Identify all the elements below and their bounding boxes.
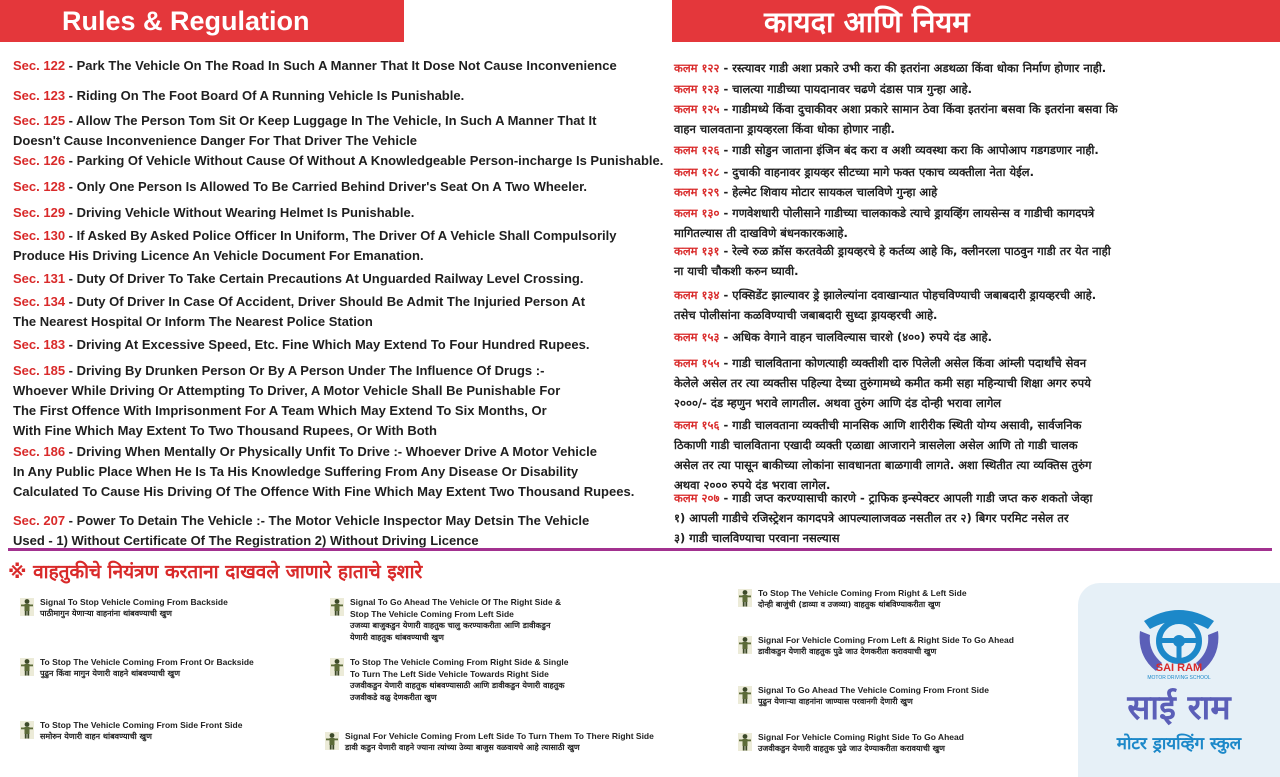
english-title: Rules & Regulation <box>62 5 310 36</box>
hand-signal <box>330 596 561 644</box>
signal-label-english: To Stop The Vehicle Coming From Right Side & Single <box>350 657 569 667</box>
rule-text: - हेल्मेट शिवाय मोटार सायकल चालविणे गुन्हा आहे <box>719 185 938 199</box>
signal-label-english: Signal For Vehicle Coming Right Side To Go Ahead <box>758 732 964 742</box>
section-code: Sec. 131 <box>13 271 66 286</box>
section-code: Sec. 185 <box>13 363 66 378</box>
traffic-police-icon <box>330 658 344 676</box>
marathi-rule <box>674 140 1099 160</box>
rule-text: अथवा २००० रुपये दंड भरावा लागेल. <box>674 478 831 492</box>
rule-text: Doesn't Cause Inconvenience Danger For That Driver The Vehicle <box>13 133 418 148</box>
traffic-police-icon <box>20 598 34 616</box>
traffic-police-icon <box>738 733 752 751</box>
logo-badge-subtext: MOTOR DRIVING SCHOOL <box>1147 675 1211 681</box>
english-rule <box>13 269 583 289</box>
rule-text: Used - 1) Without Certificate Of The Registration 2) Without Driving Licence <box>13 533 479 548</box>
signal-label-marathi: येणारी वाहतुक थांबवण्याची खुण <box>350 633 444 642</box>
signal-label-english: Signal For Vehicle Coming From Left Side To Turn Them To There Right Side <box>345 731 654 741</box>
rule-line <box>674 203 1094 223</box>
rule-line <box>674 373 1091 393</box>
rule-text: मागितल्यास ती दाखविणे बंधनकारकआहे. <box>674 226 848 240</box>
rule-text: - Driving At Excessive Speed, Etc. Fine Which May Extend To Four Hundred Rupees. <box>65 337 590 352</box>
rule-line <box>674 455 1091 475</box>
rule-text: - गाडी सोडुन जाताना इंजिन बंद करा व अशी व्यवस्था करा कि आपोआप गडगडणार नाही. <box>719 143 1099 157</box>
section-code: कलम १३४ <box>674 288 720 302</box>
rule-text: - Parking Of Vehicle Without Cause Of Without A Knowledgeable Person-incharge Is Punishable. <box>65 153 664 168</box>
rule-line <box>13 292 585 312</box>
traffic-police-icon <box>325 732 339 750</box>
signal-label-marathi: उजवीकडुन येणारी वाहतुक पुढे जाउ देण्याकरीता करावयाची खुण <box>758 744 945 753</box>
english-rule <box>13 86 464 106</box>
english-title-banner <box>0 0 404 42</box>
rule-text: - Driving Vehicle Without Wearing Helmet Is Punishable. <box>65 205 415 220</box>
marathi-rule <box>674 415 1091 495</box>
section-code: कलम १२२ <box>674 61 720 75</box>
hand-signal <box>325 730 654 754</box>
signal-text <box>40 596 228 620</box>
section-code: कलम १२८ <box>674 165 720 179</box>
english-rule <box>13 151 663 171</box>
rule-line <box>13 335 589 355</box>
section-divider <box>8 548 1272 551</box>
rule-text: - Allow The Person Tom Sit Or Keep Luggage In The Vehicle, In Such A Manner That It <box>65 113 597 128</box>
rule-line <box>13 312 585 332</box>
hand-signal <box>738 731 964 755</box>
signal-text <box>350 596 561 644</box>
signal-label-english: Signal For Vehicle Coming From Left & Right Side To Go Ahead <box>758 635 1014 645</box>
rule-text: - चालत्या गाडीच्या पायदानावर चढणे दंडास पात्र गुन्हा आहे. <box>719 82 973 96</box>
english-rule <box>13 361 560 441</box>
rule-line <box>13 203 414 223</box>
marathi-rule <box>674 488 1092 548</box>
school-logo <box>1078 583 1280 777</box>
rule-line <box>13 111 596 131</box>
rule-line <box>13 269 583 289</box>
signal-text <box>350 656 569 704</box>
section-code: Sec. 125 <box>13 113 66 128</box>
section-code: Sec. 186 <box>13 444 66 459</box>
rule-line <box>674 223 1094 243</box>
section-code: कलम १३० <box>674 206 720 220</box>
section-code: Sec. 183 <box>13 337 66 352</box>
rule-text: Calculated To Cause His Driving Of The Offence With Fine Which May Extent Two Thousand Rupees. <box>13 484 635 499</box>
rule-line <box>674 508 1092 528</box>
marathi-rule <box>674 79 972 99</box>
section-code: कलम १२५ <box>674 102 720 116</box>
rule-line <box>674 119 1118 139</box>
traffic-police-icon <box>738 686 752 704</box>
rule-line <box>674 79 972 99</box>
rule-line <box>13 421 560 441</box>
signal-label-marathi: पुढुन किंवा मागुन येणारी वाहने थांबवण्याची खुण <box>40 669 180 678</box>
traffic-police-icon <box>738 589 752 607</box>
marathi-rule <box>674 327 992 347</box>
signal-label-english: To Turn The Left Side Vehicle Towards Right Side <box>350 669 549 679</box>
rule-text: केलेले असेल तर त्या व्यक्तीस पहिल्या देेच्या तुरुंगामध्ये कमीत कमी सहा महिन्याची शिक्षा अगर रुपये <box>674 376 1091 390</box>
signal-label-english: To Stop The Vehicle Coming From Side Front Side <box>40 720 243 730</box>
section-code: Sec. 123 <box>13 88 66 103</box>
marathi-rule <box>674 285 1096 325</box>
marathi-title-banner <box>672 0 1280 42</box>
rule-line <box>674 393 1091 413</box>
rule-line <box>674 182 937 202</box>
rule-line <box>674 415 1091 435</box>
rule-text: - If Asked By Asked Police Officer In Uniform, The Driver Of A Vehicle Shall Compulsorily <box>65 228 617 243</box>
rule-text: - एक्सिडेंट झाल्यावर ड्रे झालेल्यांना दवाखान्यात पोहचविण्याची जबाबदारी ड्रायव्हरची आहे. <box>719 288 1097 302</box>
rule-text: - अधिक वेगाने वाहन चालविल्यास चारशे (४००) रुपये दंड आहे. <box>719 330 992 344</box>
rule-text: - Driving When Mentally Or Physically Unfit To Drive :- Whoever Drive A Motor Vehicle <box>65 444 597 459</box>
rule-line <box>13 56 617 76</box>
traffic-police-icon <box>20 658 34 676</box>
traffic-police-icon <box>20 721 34 739</box>
rule-text: ३) गाडी चालविण्याचा परवाना नसल्यास <box>674 531 840 545</box>
rule-text: - Duty Of Driver To Take Certain Precautions At Unguarded Railway Level Crossing. <box>65 271 584 286</box>
rule-line <box>13 401 560 421</box>
rule-line <box>674 162 1034 182</box>
rule-text: ठिकाणी गाडी चालविताना एखादी व्यक्ती एळाद्या आजाराने त्रासलेला असेल आणि तो गाडी चालक <box>674 438 1078 452</box>
signal-label-marathi: डावी कडुन येणारी वाहने ज्याना त्यांच्या उेव्या बाजुस वळवायचे आहे त्यासाठी खुण <box>345 743 580 752</box>
rule-text: - गणवेशधारी पोलीसाने गाडीच्या चालकाकडे त्याचे ड्रायव्हिंग लायसेन्स व गाडीची कागदपत्रे <box>719 206 1095 220</box>
rule-line <box>674 58 1106 78</box>
rule-text: ना याची चौकशी करुन घ्यावी. <box>674 264 799 278</box>
section-code: कलम १२९ <box>674 185 720 199</box>
rule-line <box>13 177 587 197</box>
traffic-police-icon <box>738 636 752 654</box>
hand-signal <box>738 634 1014 658</box>
marathi-rule <box>674 99 1118 139</box>
section-code: Sec. 126 <box>13 153 66 168</box>
rule-line <box>13 462 634 482</box>
signal-label-english: Signal To Go Ahead The Vehicle Of The Right Side & <box>350 597 562 607</box>
signal-label-marathi: दोन्ही बाजुंची (डाव्या व उजव्या) वाहतुक थांबविण्याकरीता खुण <box>758 600 941 609</box>
hand-signal <box>20 719 242 743</box>
section-code: Sec. 130 <box>13 228 66 243</box>
rule-text: - दुचाकी वाहनावर ड्रायव्हर सीटच्या मागे फक्त एकाच व्यक्तीला नेता येईल. <box>719 165 1034 179</box>
section-code: Sec. 128 <box>13 179 66 194</box>
rule-text: The Nearest Hospital Or Inform The Nearest Police Station <box>13 314 373 329</box>
rule-line <box>674 435 1091 455</box>
traffic-police-icon <box>330 598 344 616</box>
english-rule <box>13 292 585 332</box>
rule-line <box>13 482 634 502</box>
rule-line <box>674 261 1111 281</box>
section-code: Sec. 122 <box>13 58 66 73</box>
marathi-rule <box>674 241 1111 281</box>
rule-text: - गाडी चालवताना व्यक्तीची मानसिक आणि शारीरीक स्थिती योग्य असावी, सार्वजनिक <box>719 418 1082 432</box>
rule-line <box>674 99 1118 119</box>
signal-label-english: Signal To Stop Vehicle Coming From Backside <box>40 597 228 607</box>
signal-label-english: To Stop The Vehicle Coming From Front Or Backside <box>40 657 254 667</box>
marathi-rule <box>674 162 1034 182</box>
english-rule <box>13 226 616 266</box>
signal-label-marathi: डावीकडुन येणारी वाहतुक पुढे जाउ देणकरीता करावयाची खुण <box>758 647 937 656</box>
signal-text <box>758 731 964 755</box>
rule-text: - रेल्वे रुळ क्रॉस करतवेळी ड्रायव्हरचे हे कर्तव्य आहे कि, क्लीनरला पाठवुन गाडी तर येत नाही <box>719 244 1111 258</box>
rule-text: - गाडीमध्ये किंवा दुचाकीवर अशा प्रकारे सामान ठेवा किंवा इतरांना बसवा कि इतरांना बसवा कि <box>719 102 1118 116</box>
signal-text <box>758 684 989 708</box>
rule-text: - Park The Vehicle On The Road In Such A Manner That It Dose Not Cause Inconvenience <box>65 58 617 73</box>
section-code: Sec. 134 <box>13 294 66 309</box>
rule-line <box>674 140 1099 160</box>
rule-text: - Only One Person Is Allowed To Be Carried Behind Driver's Seat On A Two Wheeler. <box>65 179 588 194</box>
rule-text: असेल तर त्या पासून बाकीच्या लोकांना सावधानता बाळगावी लागते. अशा स्थितीत त्या व्यक्तिस तुरुंग <box>674 458 1092 472</box>
rule-line <box>674 327 992 347</box>
school-name-marathi: साई राम <box>1127 688 1231 728</box>
rule-text: वाहन चालवताना ड्रायव्हरला किंवा धोका होणार नाही. <box>674 122 895 136</box>
rule-text: तसेच पोलीसांना कळविण्याची जबाबदारी सुध्दा ड्रायव्हरची आहे. <box>674 308 938 322</box>
hand-signal <box>20 656 254 680</box>
signal-label-marathi: उजवीकडुन येणारी वाहतुक थांबवण्यासाठी आणि डावीकडुन येणारी वाहतुक <box>350 681 565 690</box>
english-rule <box>13 203 414 223</box>
rule-text: १) आपली गाडीचे रजिस्ट्रेशन कागदपत्रे आपल्यालाजवळ नसतील तर २) बिगर परमिट नसेल तर <box>674 511 1069 525</box>
signal-label-english: Stop The Vehicle Coming From Left Side <box>350 609 514 619</box>
rule-line <box>13 226 616 246</box>
rule-line <box>13 86 464 106</box>
rule-text: २०००/- दंड म्हणुन भरावे लागतील. अथवा तुरुंग आणि दंड दोन्ही भरावा लागेल <box>674 396 1002 410</box>
rule-text: With Fine Which May Extent To Two Thousand Rupees, Or With Both <box>13 423 437 438</box>
english-rule <box>13 177 587 197</box>
rule-line <box>674 241 1111 261</box>
section-code: कलम १५५ <box>674 356 720 370</box>
signal-text <box>40 719 242 743</box>
rule-text: In Any Public Place When He Is Ta His Knowledge Suffering From Any Disease Or Disability <box>13 464 579 479</box>
english-rule <box>13 111 596 151</box>
rule-line <box>674 488 1092 508</box>
section-code: कलम १५६ <box>674 418 720 432</box>
rule-text: - रस्त्यावर गाडी अशा प्रकारे उभी करा की इतरांना अडथळा किंवा धोका निर्माण होणार नाही. <box>719 61 1107 75</box>
hand-signal <box>738 587 967 611</box>
rule-text: - Power To Detain The Vehicle :- The Motor Vehicle Inspector May Detsin The Vehicle <box>65 513 590 528</box>
signal-text <box>758 634 1014 658</box>
signal-text <box>345 730 654 754</box>
rule-line <box>13 381 560 401</box>
english-rule <box>13 442 634 502</box>
signal-label-marathi: पाठीमागुन येणाऱ्या वाहनांना थांबवण्याची खुण <box>40 609 172 618</box>
rule-line <box>13 151 663 171</box>
signal-label-marathi: समोरुन येणारी वाहन थांबवण्याची खुण <box>40 732 152 741</box>
rule-line <box>13 246 616 266</box>
marathi-rule <box>674 353 1091 413</box>
section-code: कलम २०७ <box>674 491 720 505</box>
signal-text <box>40 656 254 680</box>
signal-label-english: To Stop The Vehicle Coming From Right & Left Side <box>758 588 967 598</box>
signal-label-marathi: उजवीकडे वळु देणकरीता खुण <box>350 693 437 702</box>
english-rule <box>13 511 589 551</box>
rule-text: - Riding On The Foot Board Of A Running Vehicle Is Punishable. <box>65 88 465 103</box>
rule-line <box>674 305 1096 325</box>
section-code: कलम १२३ <box>674 82 720 96</box>
hand-signal <box>20 596 228 620</box>
section-code: Sec. 207 <box>13 513 66 528</box>
rule-text: - गाडी जप्त करण्यासाची कारणे - ट्राफिक इन्स्पेक्टर आपली गाडी जप्त करु शकतो जेव्हा <box>719 491 1093 505</box>
rule-line <box>13 361 560 381</box>
english-rule <box>13 56 617 76</box>
rule-line <box>13 511 589 531</box>
marathi-rule <box>674 203 1094 243</box>
signal-text <box>758 587 967 611</box>
marathi-rule <box>674 182 937 202</box>
hand-signal <box>330 656 569 704</box>
school-tagline-marathi: मोटर ड्रायव्हिंग स्कुल <box>1116 734 1242 754</box>
marathi-rule <box>674 58 1106 78</box>
signal-label-marathi: पुढुन येणाऱ्या वाहनांना जाण्यास परवानगी देणारी खुण <box>758 697 913 706</box>
rule-text: Produce His Driving Licence An Vehicle Document For Emanation. <box>13 248 424 263</box>
section-code: Sec. 129 <box>13 205 66 220</box>
hand-signal <box>738 684 989 708</box>
rule-text: - Duty Of Driver In Case Of Accident, Driver Should Be Admit The Injuried Person At <box>65 294 586 309</box>
rule-text: - Driving By Drunken Person Or By A Person Under The Influence Of Drugs :- <box>65 363 545 378</box>
rule-line <box>674 528 1092 548</box>
rule-text: Whoever While Driving Or Attempting To Driver, A Motor Vehicle Shall Be Punishable For <box>13 383 561 398</box>
signal-label-marathi: उजव्या बाजुकडुन येणारी वाहतुक चालु करण्याकरीता आणि डावीकडुन <box>350 621 551 630</box>
english-rule <box>13 335 589 355</box>
rule-text: - गाडी चालविताना कोणत्याही व्यक्तीशी दारु पिलेली असेल किंवा आंम्ली पदार्थांचे सेवन <box>719 356 1087 370</box>
section-code: कलम १५३ <box>674 330 720 344</box>
rule-text: The First Offence With Imprisonment For A Team Which May Extend To Six Months, Or <box>13 403 547 418</box>
steering-wheel-icon <box>1134 601 1224 681</box>
signals-heading: ※ वाहतुकीचे नियंत्रण करताना दाखवले जाणारे हाताचे इशारे <box>8 561 423 583</box>
rule-line <box>13 131 596 151</box>
rule-line <box>674 353 1091 373</box>
marathi-title: कायदा आणि नियम <box>764 4 970 39</box>
section-code: कलम १३१ <box>674 244 720 258</box>
rule-line <box>674 285 1096 305</box>
signal-label-english: Signal To Go Ahead The Vehicle Coming From Front Side <box>758 685 989 695</box>
rule-line <box>13 442 634 462</box>
section-code: कलम १२६ <box>674 143 720 157</box>
logo-badge-text: SAI RAM <box>1155 662 1203 674</box>
